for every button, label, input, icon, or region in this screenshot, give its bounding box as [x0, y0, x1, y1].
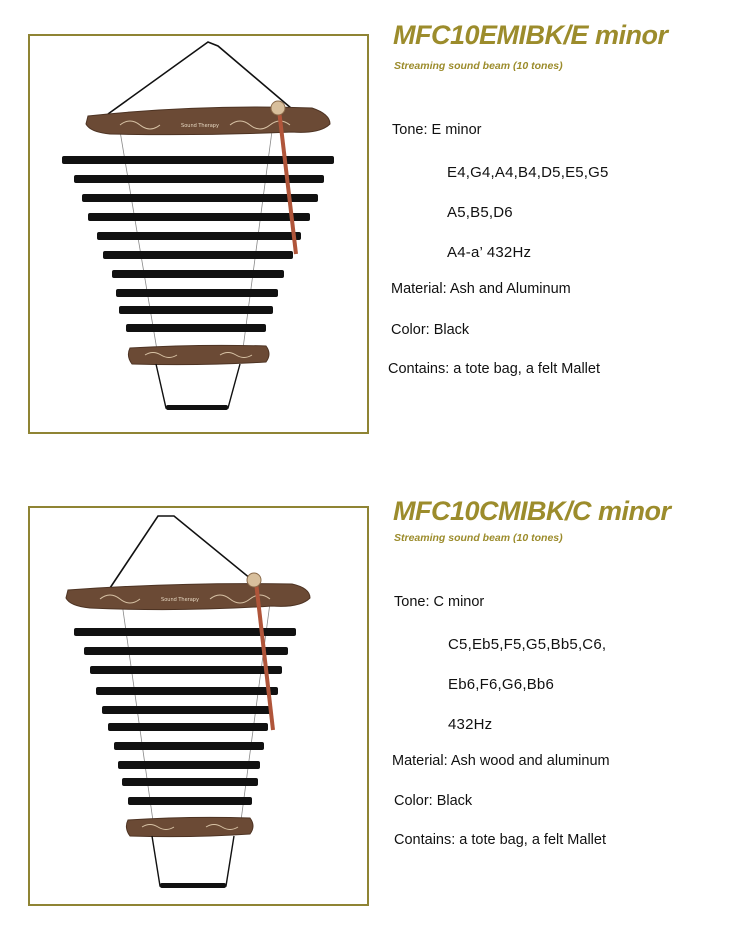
product-image-frame: [28, 506, 369, 906]
product-subtitle: Streaming sound beam (10 tones): [394, 532, 563, 544]
product-image-frame: [28, 34, 369, 434]
notes-line-1: E4,G4,A4,B4,D5,E5,G5: [447, 164, 609, 181]
tone-label: Tone: C minor: [394, 594, 485, 610]
product-card-e-minor: [0, 0, 750, 450]
material-label: Material: Ash and Aluminum: [391, 281, 571, 297]
tone-label: Tone: E minor: [392, 122, 482, 138]
color-label: Color: Black: [391, 322, 470, 338]
svg-text:Sound Therapy: Sound Therapy: [181, 123, 219, 129]
color-label: Color: Black: [394, 793, 473, 809]
notes-line-3: 432Hz: [448, 716, 493, 733]
product-title: MFC10CMIBK/C minor: [393, 496, 671, 526]
notes-line-2: Eb6,F6,G6,Bb6: [448, 676, 554, 693]
notes-line-2: A5,B5,D6: [447, 204, 513, 221]
svg-text:Sound Therapy: Sound Therapy: [161, 597, 199, 603]
notes-line-3: A4-a’ 432Hz: [447, 244, 532, 261]
notes-line-1: C5,Eb5,F5,G5,Bb5,C6,: [448, 636, 607, 653]
product-title: MFC10EMIBK/E minor: [393, 20, 668, 50]
chime-instrument-image: [30, 36, 371, 436]
material-label: Material: Ash wood and aluminum: [392, 753, 610, 769]
chime-instrument-image: [30, 508, 371, 908]
product-card-c-minor: [0, 470, 750, 934]
product-subtitle: Streaming sound beam (10 tones): [394, 60, 563, 72]
contents-label: Contains: a tote bag, a felt Mallet: [394, 832, 606, 848]
contents-label: Contains: a tote bag, a felt Mallet: [388, 361, 600, 377]
